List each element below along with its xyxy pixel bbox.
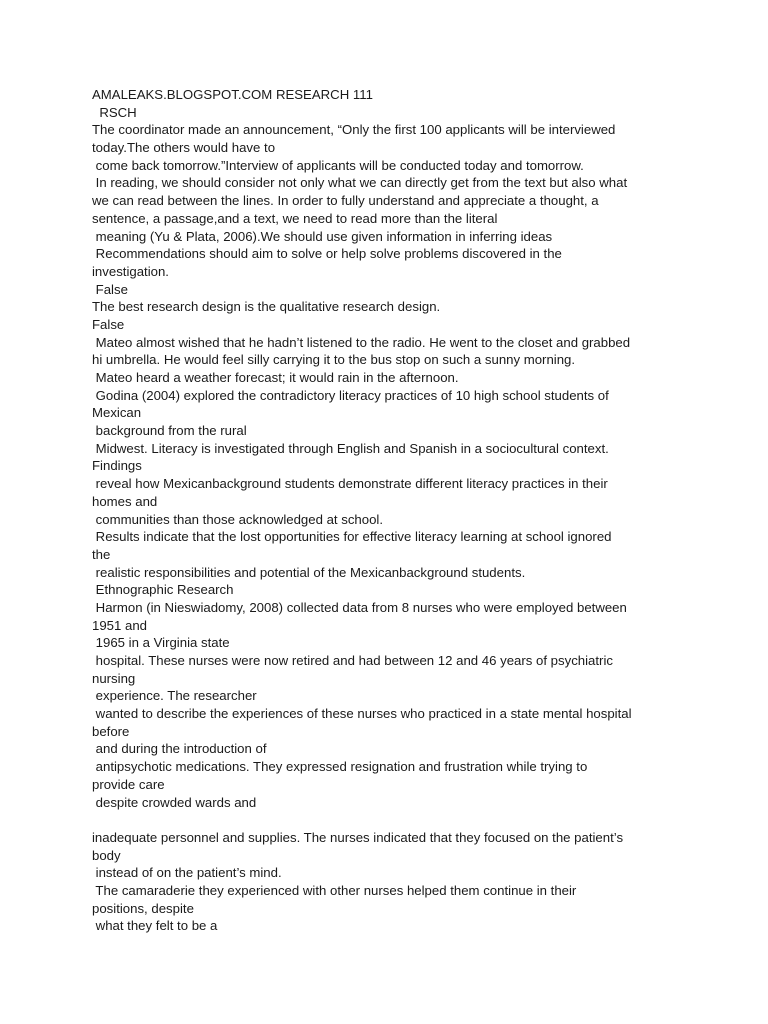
text-line: RSCH	[92, 104, 137, 120]
text-line: Mexican	[92, 405, 142, 421]
text-line: inadequate personnel and supplies. The nurses indicated that they focused on the patient’s	[92, 829, 624, 845]
document-page	[92, 86, 678, 935]
text-line: meaning (Yu & Plata, 2006).We should use given information in inferring ideas	[92, 228, 553, 244]
text-line: Results indicate that the lost opportunities for effective literacy learning at school ignored	[92, 529, 612, 545]
text-line: The coordinator made an announcement, “Only the first 100 applicants will be interviewed	[92, 122, 616, 138]
text-line: positions, despite	[92, 900, 194, 916]
text-line: Godina (2004) explored the contradictory literacy practices of 10 high school students of	[92, 387, 609, 403]
text-line: realistic responsibilities and potential of the Mexicanbackground students.	[92, 564, 526, 580]
text-line: Findings	[92, 458, 142, 474]
text-line: reveal how Mexicanbackground students demonstrate different literacy practices in their	[92, 476, 608, 492]
text-line: 1965 in a Virginia state	[92, 635, 230, 651]
text-line: Midwest. Literacy is investigated through English and Spanish in a sociocultural context.	[92, 440, 609, 456]
blank-line	[92, 811, 678, 829]
text-line: In reading, we should consider not only what we can directly get from the text but also what	[92, 175, 628, 191]
text-line: The best research design is the qualitative research design.	[92, 299, 441, 315]
text-line: background from the rural	[92, 423, 247, 439]
text-line: body	[92, 847, 121, 863]
text-line: homes and	[92, 493, 158, 509]
text-line: despite crowded wards and	[92, 794, 257, 810]
text-line: Recommendations should aim to solve or help solve problems discovered in the	[92, 246, 562, 262]
text-line: and during the introduction of	[92, 741, 267, 757]
text-line: Ethnographic Research	[92, 582, 234, 598]
text-line: 1951 and	[92, 617, 148, 633]
text-line: AMALEAKS.BLOGSPOT.COM RESEARCH 111	[92, 87, 373, 102]
text-line: communities than those acknowledged at school.	[92, 511, 384, 527]
text-line: antipsychotic medications. They expressed resignation and frustration while trying to	[92, 759, 588, 775]
text-line: Mateo heard a weather forecast; it would rain in the afternoon.	[92, 370, 459, 385]
text-line: instead of on the patient’s mind.	[92, 865, 282, 881]
text-line: wanted to describe the experiences of these nurses who practiced in a state mental hospital	[92, 706, 632, 722]
text-line: investigation.	[92, 263, 169, 279]
text-line: we can read between the lines. In order to fully understand and appreciate a thought, a	[92, 193, 599, 209]
text-line: what they felt to be a	[92, 918, 218, 934]
text-line: experience. The researcher	[92, 688, 257, 704]
text-line: the	[92, 546, 111, 562]
text-line: The camaraderie they experienced with other nurses helped them continue in their	[92, 882, 577, 898]
text-line: provide care	[92, 776, 165, 792]
text-line: False	[92, 316, 125, 332]
text-line: come back tomorrow.”Interview of applicants will be conducted today and tomorrow.	[92, 157, 584, 173]
text-line: False	[92, 281, 128, 297]
text-line: hospital. These nurses were now retired and had between 12 and 46 years of psychiatric	[92, 653, 613, 668]
text-line: today.The others would have to	[92, 140, 276, 156]
text-line: sentence, a passage,and a text, we need to read more than the literal	[92, 210, 498, 226]
text-line: before	[92, 723, 130, 739]
text-line: hi umbrella. He would feel silly carrying it to the bus stop on such a sunny morning.	[92, 352, 576, 368]
text-line: nursing	[92, 670, 136, 686]
text-line: Mateo almost wished that he hadn’t listened to the radio. He went to the closet and grabbed	[92, 334, 631, 350]
text-line: Harmon (in Nieswiadomy, 2008) collected data from 8 nurses who were employed between	[92, 599, 627, 615]
